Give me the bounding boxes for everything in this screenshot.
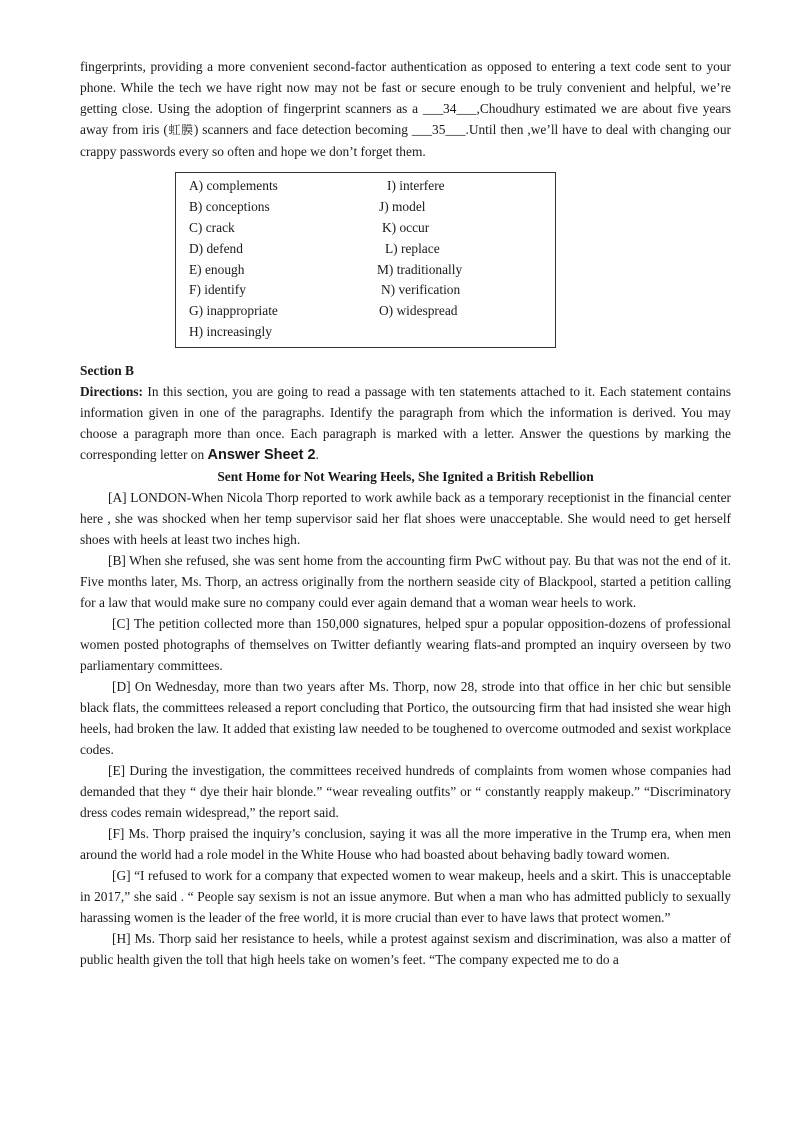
paragraph-e: [E] During the investigation, the committees received hundreds of complaints from women whose companies had demanded that they “ dye their hair blonde.” “wear revealing outfits” or “ constantly reapply makeup.” “Discriminatory dress codes remain widespread,” the report said. (80, 763, 731, 821)
word-option: B) conceptions (189, 198, 270, 214)
word-bank-row (176, 322, 555, 343)
intro-text-1: fingerprints, providing a more convenient second-factor authentication as opposed to entering a text code sent to your phone. While the tech we have right now may not be fast or secure enough to be truly convenient and helpful, we’re getting close. Using the adoption of fingerprint scanners as a (80, 59, 731, 116)
word-option: A) complements (189, 178, 278, 193)
paragraph-h: [H] Ms. Thorp said her resistance to heels, while a protest against sexism and discrimination, was also a matter of public health given the toll that high heels take on women’s feet. “The company expected me to do a (80, 931, 731, 968)
blank-35: ___35___ (411, 122, 466, 137)
directions-paragraph (80, 381, 731, 466)
word-bank-row (176, 218, 555, 239)
document-content (80, 56, 731, 970)
word-option: M) traditionally (377, 261, 463, 277)
section-heading: Section B (80, 363, 134, 379)
word-option: J) model (379, 198, 426, 214)
paragraph-f: [F] Ms. Thorp praised the inquiry’s conclusion, saying it was all the more imperative in the Trump era, when men around the world had a role model in the White House who had boasted about behaving badly toward women. (80, 826, 731, 863)
directions-period: . (315, 447, 319, 463)
word-option: I) interfere (387, 178, 445, 193)
word-bank-row (176, 301, 555, 322)
word-bank-row (176, 239, 555, 260)
passage-title: Sent Home for Not Wearing Heels, She Ignited a British Rebellion (217, 469, 594, 485)
word-option: K) occur (382, 219, 430, 235)
word-bank-row (176, 260, 555, 281)
word-bank-row (176, 176, 555, 197)
chinese-gloss: 虹膜 (167, 123, 194, 137)
word-option: G) inappropriate (189, 303, 278, 319)
intro-text-3: ) scanners and face detection becoming (193, 122, 412, 137)
paragraph-g: [G] “I refused to work for a company that expected women to wear makeup, heels and a skirt. This is unacceptable in 2017,” she said . “ People say sexism is not an issue anymore. But when a man who has admitted publicly to sexually harassing women is the leader of the free world, it is more crucial than ever to have laws that protect women.” (80, 868, 731, 926)
directions-text: In this section, you are going to read a passage with ten statements attached to it. Each statement contains information given in one of the paragraphs. Identify the paragraph from which the information is derived. You may choose a paragraph more than once. Each paragraph is marked with a letter. Answer the questions by marking the corresponding letter on (80, 384, 731, 463)
intro-text-4: .Until then ,we’ll have to deal with changing our crappy passwords every so often and hope we don’t forget them. (80, 122, 731, 159)
paragraph-b: [B] When she refused, she was sent home from the accounting firm PwC without pay. Bu that was not the end of it. Five months later, Ms. Thorp, an actress originally from the northern seaside city of Blackpool, started a petition calling for a law that would make sure no company could ever again demand that a woman wear heels to work. (80, 553, 731, 611)
word-option: L) replace (385, 240, 440, 256)
word-option: H) increasingly (189, 324, 272, 340)
directions-label: Directions: (80, 384, 143, 400)
word-bank-row (176, 280, 555, 301)
word-option: E) enough (189, 261, 245, 277)
paragraph-d: [D] On Wednesday, more than two years after Ms. Thorp, now 28, strode into that office in her chic but sensible black flats, the committees released a report concluding that Portico, the outsourcing firm that had insisted she wear high heels, had broken the law. It added that existing law needed to be toughened to overcome outmoded and sexist workplace codes. (80, 679, 731, 758)
word-option: F) identify (189, 282, 246, 298)
blank-34: ___34___ (422, 101, 477, 116)
answer-sheet-label: Answer Sheet 2 (207, 447, 316, 464)
word-option: N) verification (381, 282, 461, 298)
word-option-empty (372, 322, 555, 343)
intro-text-2: ,Choudhury estimated we are about five years away from iris ( (80, 101, 731, 137)
word-option: C) crack (189, 219, 235, 235)
word-option: O) widespread (379, 303, 458, 319)
word-bank-row (176, 197, 555, 218)
paragraph-a: [A] LONDON-When Nicola Thorp reported to work awhile back as a temporary receptionist in the financial center here , she was shocked when her temp supervisor said her flat shoes were unacceptable. She would need to get herself shoes with heels at least two inches high. (80, 490, 731, 548)
word-option: D) defend (189, 240, 243, 256)
paragraph-c: [C] The petition collected more than 150,000 signatures, helped spur a popular opposition-dozens of professional women posted photographs of themselves on Twitter defiantly wearing flats-and prompted an inquiry overseen by two parliamentary committees. (80, 616, 731, 674)
word-bank-box (175, 172, 556, 348)
intro-paragraph (80, 56, 731, 162)
